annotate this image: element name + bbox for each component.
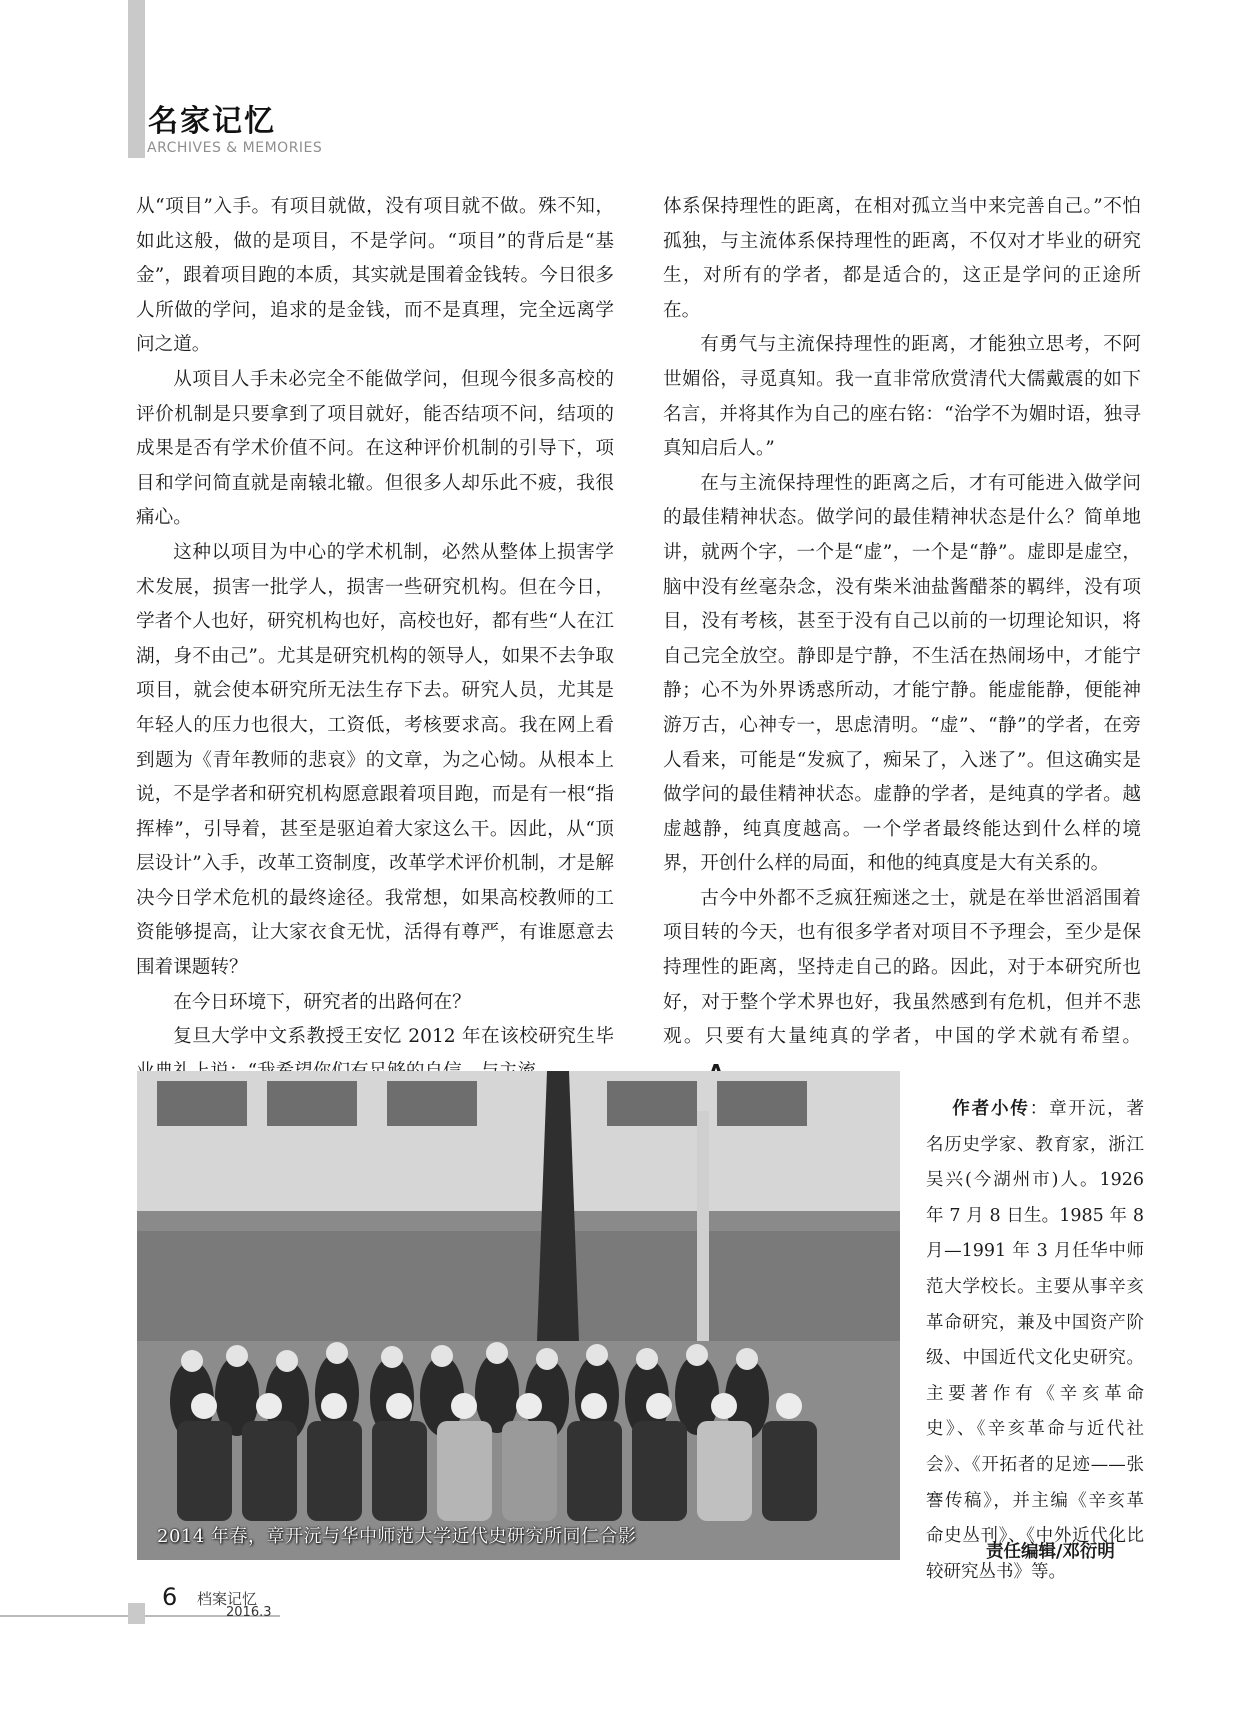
right-text-column xyxy=(663,190,1141,1091)
left-text-column xyxy=(136,190,614,1089)
paragraph: 从“项目”入手。有项目就做，没有项目就不做。殊不知，如此这般，做的是项目，不是学问。“项目”的背后是“基金”，跟着项目跑的本质，其实就是围着金钱转。今日很多人所做的学问，追求的是金钱，而不是真理，完全远离学问之道。 xyxy=(136,196,614,356)
author-bio xyxy=(926,1092,1144,1590)
magazine-name: 档案记忆 xyxy=(197,1590,258,1608)
paragraph: 复旦大学中文系教授王安忆 2012 年在该校研究生毕 xyxy=(173,1026,614,1048)
footer-accent-bar xyxy=(128,1603,145,1624)
column-title: 名家记忆 xyxy=(148,104,276,139)
bio-text: ：章开沅，著名历史学家、教育家，浙江吴兴(今湖州市)人。1926 年 7 月 8 日生。1985 年 8 月—1991 年 3 月任华中师范大学校长。主要从事辛亥革命研究，兼及中国资产阶级、中国近代文化史研究。主要著作有《辛亥革命史》、《辛亥革命与近代社会》、《开拓者的足迹——张謇传稿》，并主编《辛亥革命史丛刊》、《中外近代化比较研究丛书》等。 xyxy=(926,1099,1145,1582)
photo-caption: 2014 年春，章开沅与华中师范大学近代史研究所同仁合影 xyxy=(157,1526,637,1547)
paragraph: 有勇气与主流保持理性的距离，才能独立思考，不阿世媚俗，寻觅真知。我一直非常欣赏清代大儒戴震的如下名言，并将其作为自己的座右铭：“治学不为媚时语，独寻真知启后人。” xyxy=(663,334,1141,460)
paragraph: 从项目人手未必完全不能做学问，但现今很多高校的评价机制是只要拿到了项目就好，能否结项不问，结项的成果是否有学术价值不问。在这种评价机制的引导下，项目和学问简直就是南辕北辙。但很多人却乐此不疲，我很痛心。 xyxy=(136,368,614,529)
group-photo xyxy=(137,1071,900,1560)
paragraph-final xyxy=(663,882,1141,1092)
header-accent-bar xyxy=(128,0,145,158)
page-number: 6 xyxy=(162,1583,178,1611)
issue-number: 2016.3 xyxy=(226,1605,272,1620)
responsible-editor: 责任编辑/邓衍明 xyxy=(986,1542,1115,1562)
paragraph: 在今日环境下，研究者的出路何在？ xyxy=(173,991,471,1013)
paragraph: 这种以项目为中心的学术机制，必然从整体上损害学术发展，损害一批学人，损害一些研究机构。但在今日，学者个人也好，研究机构也好，高校也好，都有些“人在江湖，身不由己”。尤其是研究机构的领导人，如果不去争取项目，就会使本研究所无法生存下去。研究人员，尤其是年轻人的压力也很大，工资低，考核要求高。我在网上看到题为《青年教师的悲哀》的文章，为之心恸。从根本上说，不是学者和研究机构愿意跟着项目跑，而是有一根“指挥棒”，引导着，甚至是驱迫着大家这么干。因此，从“顶层设计”入手，改革工资制度，改革学术评价机制，才是解决今日学术危机的最终途径。我常想，如果高校教师的工资能够提高，让大家衣食无忧，活得有尊严，有谁愿意去围着课题转？ xyxy=(136,541,614,979)
bio-label: 作者小传 xyxy=(952,1099,1030,1119)
paragraph: 在与主流保持理性的距离之后，才有可能进入做学问的最佳精神状态。做学问的最佳精神状态是什么？简单地讲，就两个字，一个是“虚”，一个是“静”。虚即是虚空，脑中没有丝毫杂念，没有柴米油盐酱醋茶的羁绊，没有项目，没有考核，甚至于没有自己以前的一切理论知识，将自己完全放空。静即是宁静，不生活在热闹场中，才能宁静；心不为外界诱惑所动，才能宁静。能虚能静，便能神游万古，心神专一，思虑清明。“虚”、“静”的学者，在旁人看来，可能是“发疯了，痴呆了，入迷了”。但这确实是做学问的最佳精神状态。虚静的学者，是纯真的学者。越虚越静，纯真度越高。一个学者最终能达到什么样的境界，开创什么样的局面，和他的纯真度是大有关系的。 xyxy=(663,472,1141,875)
group-photo-illustration xyxy=(137,1071,900,1560)
paragraph-text: 古今中外都不乏疯狂痴迷之士，就是在举世滔滔围着项目转的今天，也有很多学者对项目不予理会，至少是保持理性的距离，坚持走自己的路。因此，对于本研究所也好，对于整个学术界也好，我虽然感到有危机，但并不悲观。只要有大量纯真的学者，中国的学术就有希望。 xyxy=(663,887,1141,1048)
column-subtitle: ARCHIVES & MEMORIES xyxy=(147,140,323,156)
paragraph: 体系保持理性的距离，在相对孤立当中来完善自己。”不怕孤独，与主流体系保持理性的距离，不仅对才毕业的研究生，对所有的学者，都是适合的，这正是学问的正途所在。 xyxy=(663,196,1141,321)
